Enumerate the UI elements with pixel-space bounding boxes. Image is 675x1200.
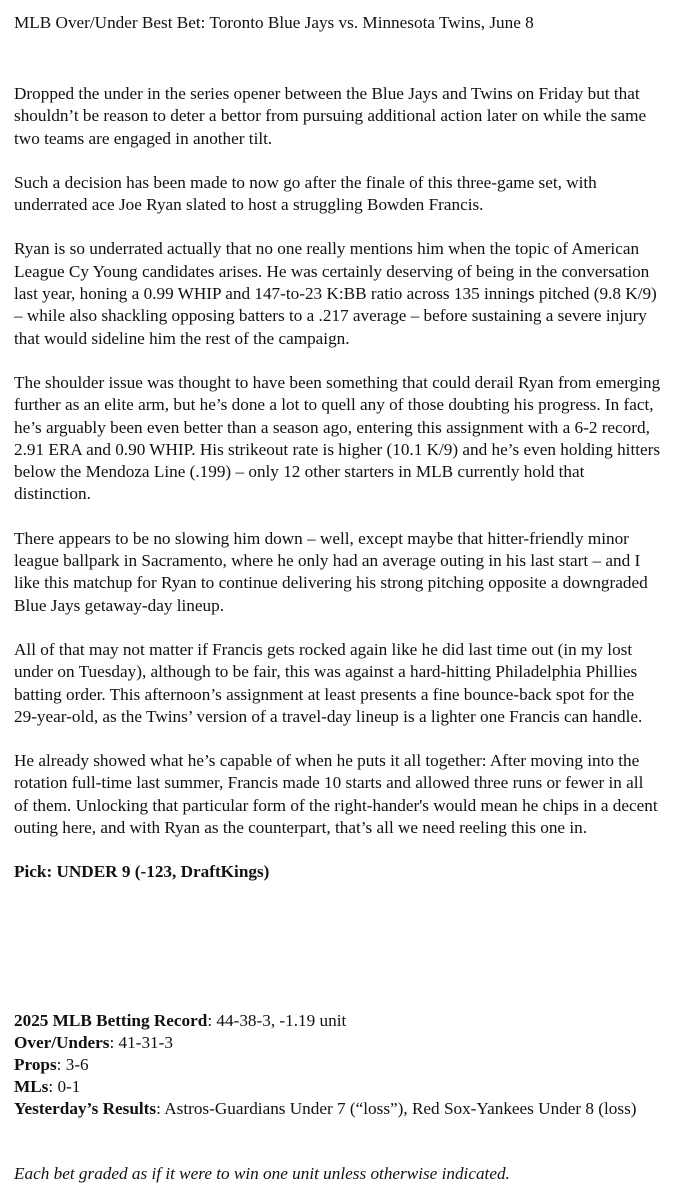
props-value: : 3-6 xyxy=(56,1055,89,1075)
yesterday-results-label: Yesterday’s Results xyxy=(14,1099,157,1119)
over-unders-label: Over/Unders xyxy=(14,1033,110,1053)
season-record-label: 2025 MLB Betting Record xyxy=(14,1011,208,1030)
mls-line xyxy=(14,1076,661,1098)
article-title: MLB Over/Under Best Bet: Toronto Blue Jays vs. Minnesota Twins, June 8 xyxy=(14,13,534,32)
season-record-line xyxy=(14,1010,661,1032)
paragraph-6: All of that may not matter if Francis gets rocked again like he did last time out (in my lost under on Tuesday), although to be fair, this was against a hard-hitting Philadelphia Phillies batting order. This afternoon’s assignment at least presents a fine bounce-back spot for the 29-year-old, as the Twins’ version of a travel-day lineup is a lighter one Francis can handle. xyxy=(14,639,643,726)
props-label: Props xyxy=(14,1055,57,1075)
paragraph-4: The shoulder issue was thought to have been something that could derail Ryan from emerging further as an elite arm, but he’s done a lot to quell any of those doubting his progress. In fact, he’s arguably been even better than a season ago, entering this assignment with a 6-2 record, 2.91 ERA and 0.90 WHIP. His strikeout rate is higher (10.1 K/9) and he’s even holding hitters below the Mendoza Line (.199) – only 12 other starters in MLB currently hold that distinction. xyxy=(14,372,661,504)
betting-record xyxy=(14,1010,661,1120)
paragraph-3: Ryan is so underrated actually that no one really mentions him when the topic of American League Cy Young candidates arises. He was certainly deserving of being in the conversation last year, honing a 0.99 WHIP and 147-to-23 K:BB ratio across 135 innings pitched (9.8 K/9) – while also shackling opposing batters to a .217 average – before sustaining a severe injury that would sideline him the rest of the campaign. xyxy=(14,239,657,348)
paragraph-7: He already showed what he’s capable of when he puts it all together: After moving into the rotation full-time last summer, Francis made 10 starts and allowed three runs or fewer in all of them. Unlocking that particular form of the right-hander's would mean he chips in a decent outing here, and with Ryan as the counterpart, that’s all we need reeling this one in. xyxy=(14,751,658,838)
props-line xyxy=(14,1054,661,1076)
mls-label: MLs xyxy=(14,1077,49,1097)
grading-note: Each bet graded as if it were to win one unit unless otherwise indicated. xyxy=(14,1164,510,1183)
yesterday-results-value: : Astros-Guardians Under 7 (“loss”), Red Sox-Yankees Under 8 (loss) xyxy=(156,1099,637,1119)
over-unders-value: : 41-31-3 xyxy=(109,1033,173,1053)
paragraph-2: Such a decision has been made to now go after the finale of this three-game set, with underrated ace Joe Ryan slated to host a struggling Bowden Francis. xyxy=(14,172,597,215)
season-record-value: : 44-38-3, -1.19 unit xyxy=(207,1011,347,1030)
paragraph-5: There appears to be no slowing him down – well, except maybe that hitter-friendly minor league ballpark in Sacramento, where he only had an average outing in his last start – and I like this matchup for Ryan to continue delivering his strong pitching opposite a downgraded Blue Jays getaway-day lineup. xyxy=(14,528,648,615)
mls-value: : 0-1 xyxy=(48,1077,81,1097)
pick-line: Pick: UNDER 9 (-123, DraftKings) xyxy=(14,862,270,882)
over-unders-line xyxy=(14,1032,661,1054)
paragraph-1: Dropped the under in the series opener between the Blue Jays and Twins on Friday but that shouldn’t be reason to deter a bettor from pursuing additional action later on while the same two teams are engaged in another tilt. xyxy=(14,84,647,148)
yesterday-results-line xyxy=(14,1098,661,1120)
